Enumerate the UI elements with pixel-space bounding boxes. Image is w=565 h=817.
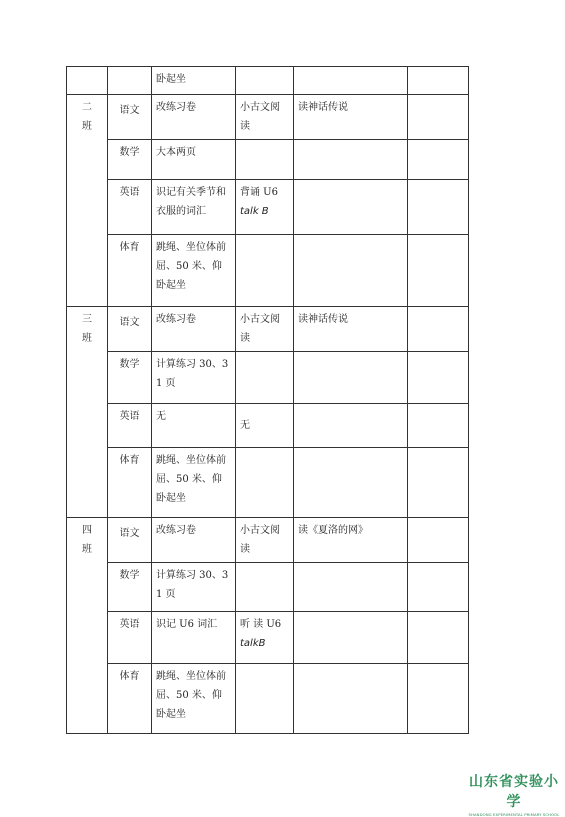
table-row xyxy=(67,352,469,404)
other-cell xyxy=(294,404,408,448)
table-row xyxy=(67,235,469,307)
class-cell xyxy=(67,67,108,95)
class-name-cell xyxy=(67,518,108,734)
oral-cell xyxy=(236,352,294,404)
subject-cell xyxy=(108,67,152,95)
other-cell xyxy=(294,612,408,664)
oral-cell: 小古文阅读 xyxy=(236,307,294,352)
oral-cell: 无 xyxy=(236,404,294,448)
table-row xyxy=(67,67,469,95)
class-name-cell xyxy=(67,307,108,518)
note-cell xyxy=(408,518,469,563)
subject-cell: 语文 xyxy=(108,95,152,140)
note-cell xyxy=(408,95,469,140)
note-cell xyxy=(408,307,469,352)
oral-cell: 小古文阅读 xyxy=(236,95,294,140)
class-name-1: 三 xyxy=(82,314,92,325)
subject-cell: 数学 xyxy=(108,563,152,612)
note-cell xyxy=(408,563,469,612)
other-cell xyxy=(294,67,408,95)
note-cell xyxy=(408,448,469,518)
oral-cell xyxy=(236,180,294,235)
note-cell xyxy=(408,352,469,404)
oral-cell: 小古文阅读 xyxy=(236,518,294,563)
subject-cell: 语文 xyxy=(108,518,152,563)
class-name-cell xyxy=(67,95,108,307)
other-cell: 读《夏洛的网》 xyxy=(294,518,408,563)
written-cell: 改练习卷 xyxy=(152,307,236,352)
other-cell: 读神话传说 xyxy=(294,95,408,140)
subject-cell: 数学 xyxy=(108,140,152,180)
other-cell xyxy=(294,140,408,180)
written-cell: 无 xyxy=(152,404,236,448)
note-cell xyxy=(408,664,469,734)
note-cell xyxy=(408,180,469,235)
class-name-2: 班 xyxy=(82,544,92,555)
table-row xyxy=(67,140,469,180)
oral-cell xyxy=(236,235,294,307)
oral-cell xyxy=(236,664,294,734)
written-cell: 计算练习 30、31 页 xyxy=(152,352,236,404)
table-row xyxy=(67,664,469,734)
table-row xyxy=(67,307,469,352)
oral-line-1: 听 读 U6 xyxy=(240,619,282,630)
other-cell xyxy=(294,180,408,235)
table-row xyxy=(67,404,469,448)
written-cell: 识记有关季节和衣服的词汇 xyxy=(152,180,236,235)
other-cell xyxy=(294,448,408,518)
subject-cell: 英语 xyxy=(108,404,152,448)
school-logo-name: 山东省实验小学 xyxy=(469,774,559,810)
other-cell xyxy=(294,563,408,612)
class-name-1: 四 xyxy=(82,525,92,536)
written-cell: 改练习卷 xyxy=(152,95,236,140)
subject-cell: 体育 xyxy=(108,664,152,734)
note-cell xyxy=(408,612,469,664)
note-cell xyxy=(408,404,469,448)
written-cell: 卧起坐 xyxy=(152,67,236,95)
written-cell: 改练习卷 xyxy=(152,518,236,563)
subject-cell: 体育 xyxy=(108,448,152,518)
written-cell: 跳绳、坐位体前屈、50 米、仰卧起坐 xyxy=(152,448,236,518)
oral-line-1: 背诵 U6 xyxy=(240,187,278,198)
other-cell xyxy=(294,235,408,307)
oral-cell xyxy=(236,563,294,612)
written-cell: 跳绳、坐位体前屈、50 米、仰卧起坐 xyxy=(152,664,236,734)
written-cell: 计算练习 30、31 页 xyxy=(152,563,236,612)
class-name-1: 二 xyxy=(82,102,92,113)
school-logo-english: SHANDONG EXPERIMENTAL PRIMARY SCHOOL xyxy=(468,812,560,817)
class-name-2: 班 xyxy=(82,333,92,344)
school-logo xyxy=(468,771,560,817)
subject-cell: 英语 xyxy=(108,612,152,664)
subject-cell: 数学 xyxy=(108,352,152,404)
other-cell xyxy=(294,664,408,734)
written-cell: 跳绳、坐位体前屈、50 米、仰卧起坐 xyxy=(152,235,236,307)
oral-cell xyxy=(236,67,294,95)
oral-line-2: talk B xyxy=(240,206,269,217)
oral-cell xyxy=(236,448,294,518)
subject-cell: 体育 xyxy=(108,235,152,307)
table-row xyxy=(67,612,469,664)
other-cell: 读神话传说 xyxy=(294,307,408,352)
note-cell xyxy=(408,235,469,307)
subject-cell: 英语 xyxy=(108,180,152,235)
class-name-2: 班 xyxy=(82,121,92,132)
written-cell: 大本两页 xyxy=(152,140,236,180)
oral-cell xyxy=(236,140,294,180)
table-row xyxy=(67,95,469,140)
table-row xyxy=(67,518,469,563)
written-cell: 识记 U6 词汇 xyxy=(152,612,236,664)
other-cell xyxy=(294,352,408,404)
table-row xyxy=(67,180,469,235)
note-cell xyxy=(408,140,469,180)
oral-line-2: talkB xyxy=(240,638,266,649)
oral-cell xyxy=(236,612,294,664)
table-row xyxy=(67,448,469,518)
subject-cell: 语文 xyxy=(108,307,152,352)
table-row xyxy=(67,563,469,612)
homework-table xyxy=(66,66,469,734)
note-cell xyxy=(408,67,469,95)
